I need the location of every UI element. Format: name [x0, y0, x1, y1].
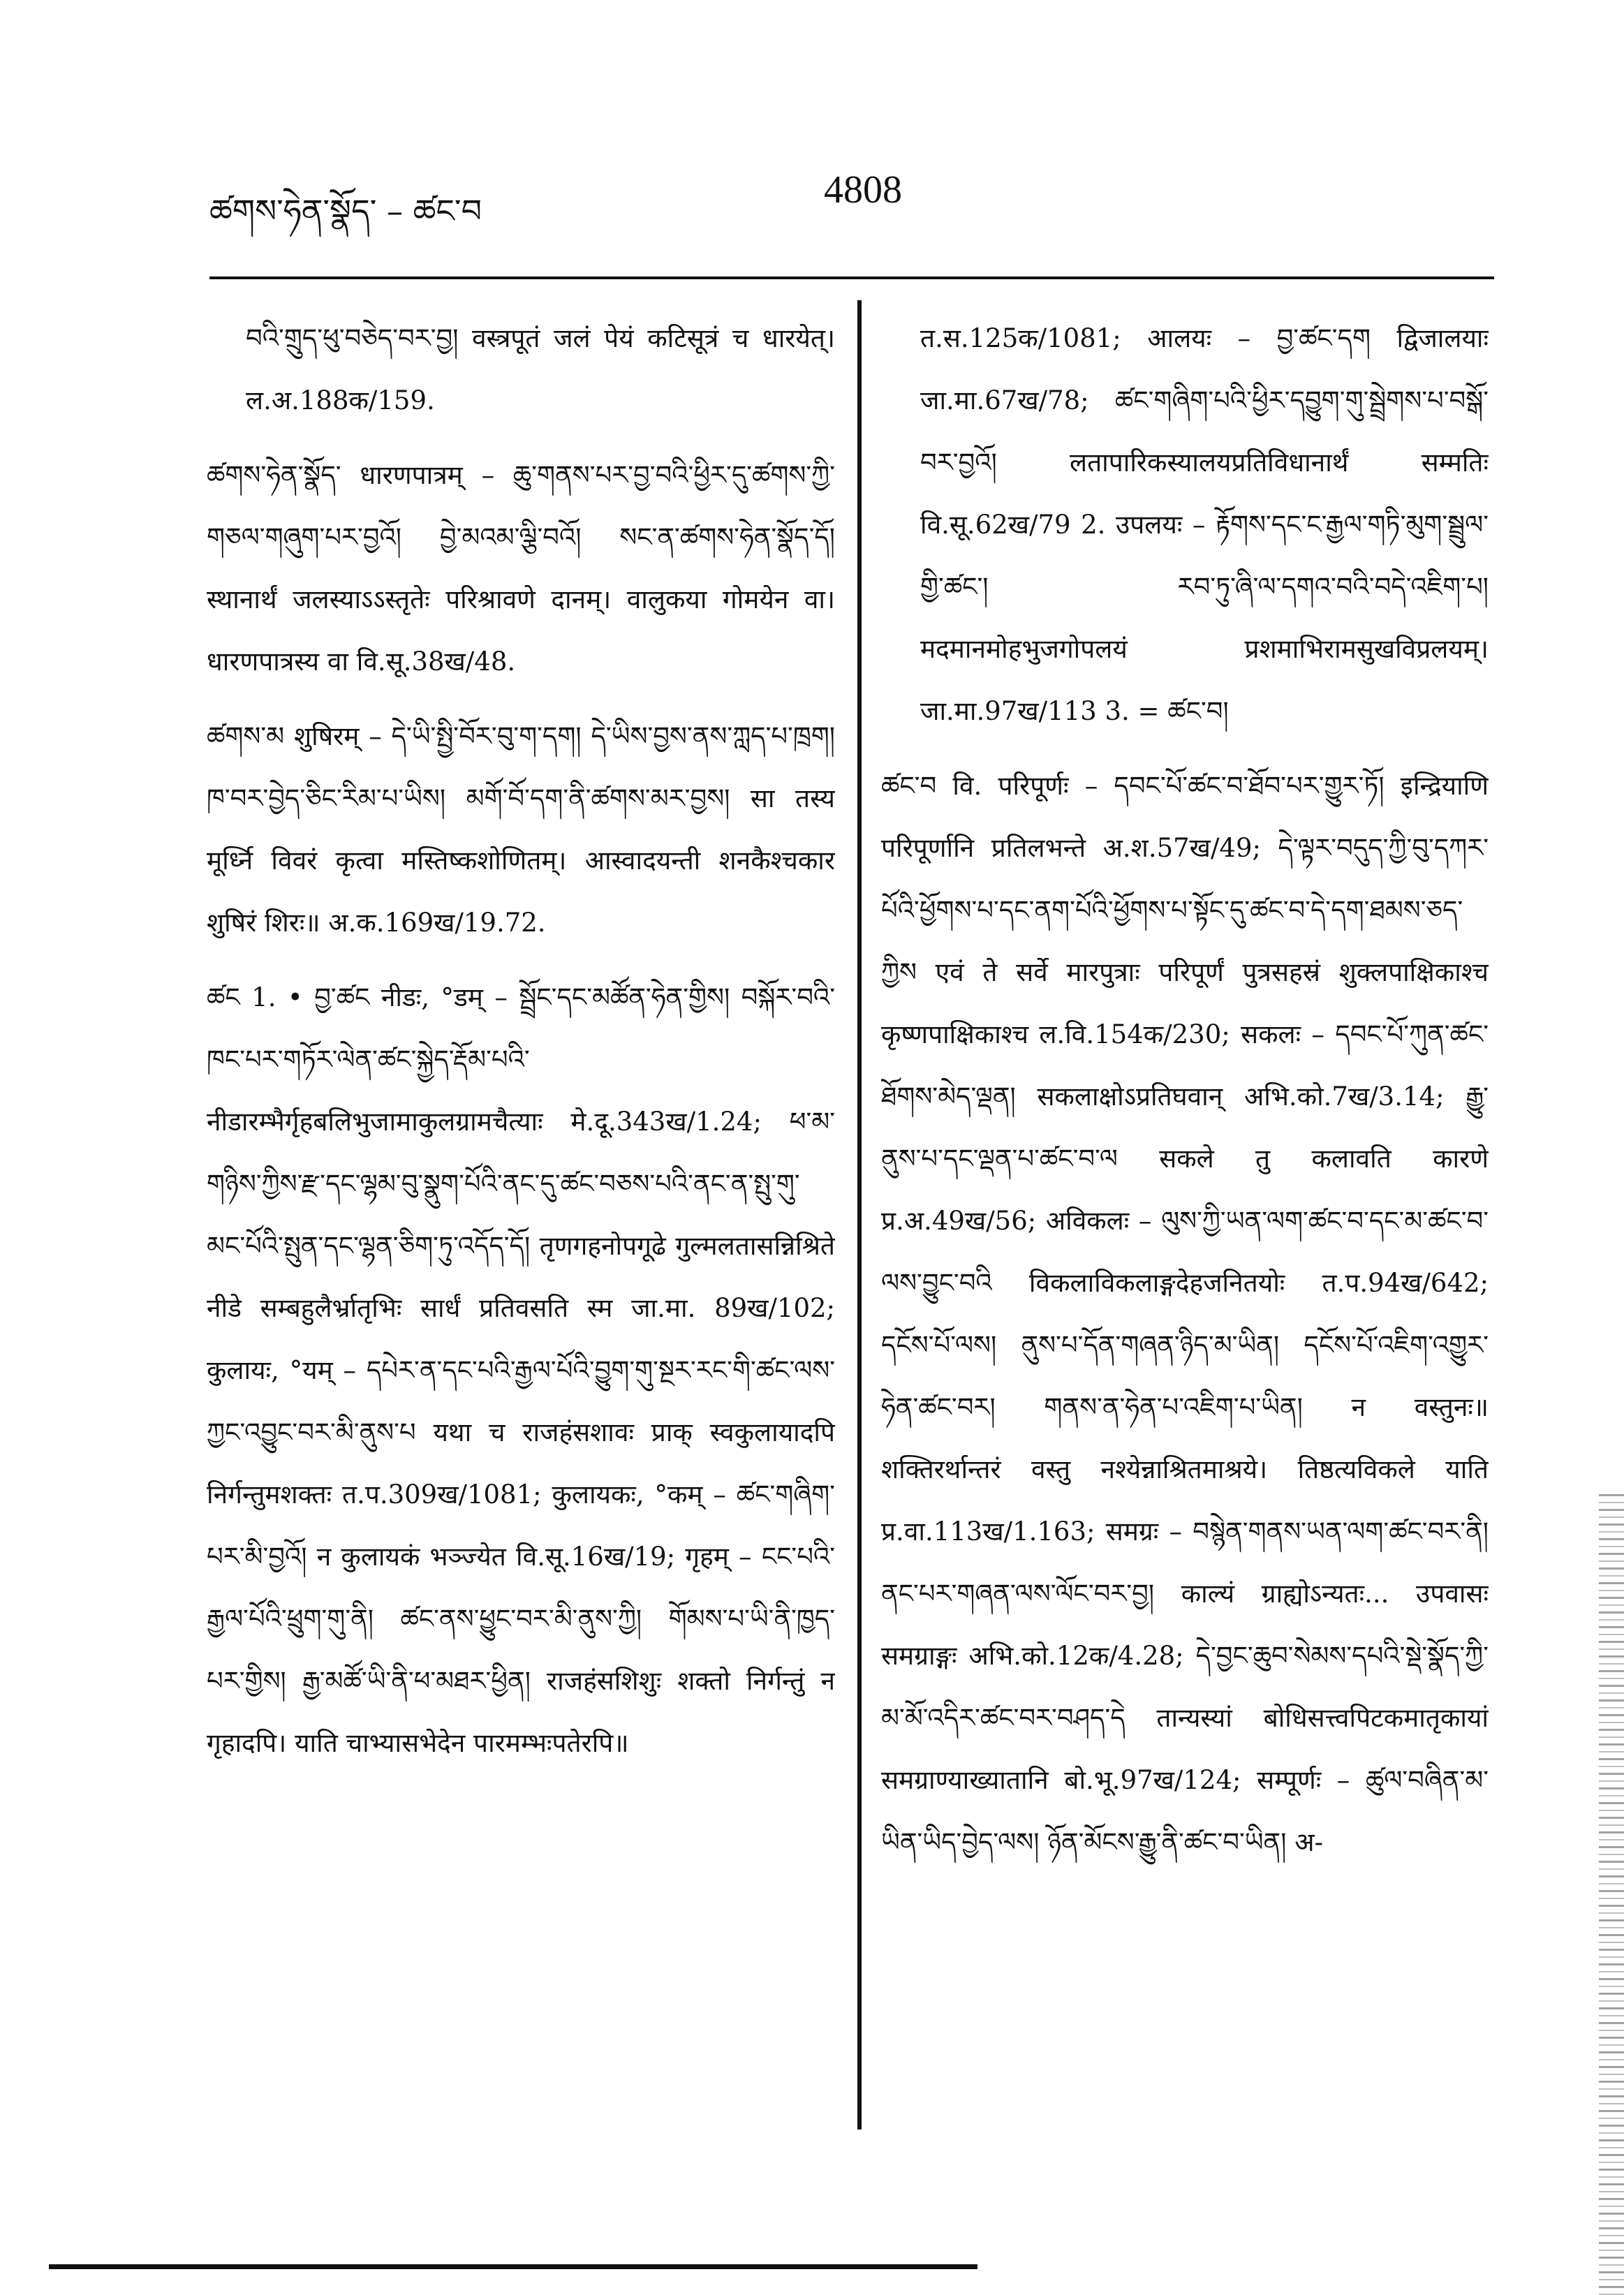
right-column: [881, 307, 1489, 2095]
dictionary-entry: त.स.125क/1081; आलयः – བྱ་ཚང་དག द्विजालयाः जा.मा.67ख/78; ཚང་གཞིག་པའི་ཕྱིར་དབྱུག་གུ་སྦྲེགས་པ་བསྒོ་བར་བྱའོ། लतापारिकस्यालयप्रतिविधानार्थं सम्मतिः वि.सू.62ख/79 2. उपलयः – རྟོགས་དང་ང་རྒྱལ་གཏི་མུག་སྦྲུལ་གྱི་ཚང་། རབ་ཏུ་ཞི་ལ་དགའ་བའི་བདེ་འཇིག་པ། मदमानमोहभुजगोपलयं प्रशमाभिरामसुखविप्रलयम्। जा.मा.97ख/113 3. = ཚང་བ།: [920, 323, 1489, 726]
scan-edge-noise: [1599, 1494, 1624, 2295]
footer-rule: [49, 2264, 977, 2269]
dictionary-entry: ཚང 1. • བྱ་ཚང नीडः, °डम् – སྦྲོང་དང་མཚོན་ཧེན་གྱིས། བསྐོར་བའི་ཁང་པར་གཏོར་ལེན་ཚང་སྐྱེད་རྡོམ་པའི་ नीडारम्भैर्गृहबलिभुजामाकुलग्रामचैत्याः मे.दू.343ख/1.24; ཕ་མ་གཉིས་ཀྱིས་རྫ་དང་ལྷམ་བུ་སྣུག་པོའི་ནང་དུ་ཚང་བཅས་པའི་ནང་ན་སྤུ་གུ་མང་པོའི་སྤུན་དང་ལྷན་ཅིག་ཏུ་འདོད་དོ། तृणगहनोपगूढे गुल्मलतासन्निश्रिते नीडे सम्बहुलैर्भ्रातृभिः सार्धं प्रतिवसति स्म जा.मा. 89ख/102; कुलायः, °यम् – དཔེར་ན་དང་པའི་རྒྱལ་པོའི་བྱུག་གུ་སྔར་རང་གི་ཚང་ལས་ཀྱང་འབྱུང་བར་མི་ནུས་པ यथा च राजहंसशावः प्राक् स्वकुलायादपि निर्गन्तुमशक्तः त.प.309ख/1081; कुलायकः, °कम् – ཚང་གཞིག་པར་མི་བྱའོ། न कुलायकं भञ्ज्येत वि.सू.16ख/19; गृहम् – ངང་པའི་རྒྱལ་པོའི་ཕྲུག་གུ་ནི། ཚང་ནས་ཕྱུང་བར་མི་ནུས་ཀྱི། གོམས་པ་ཡི་ནི་ཁྱད་པར་གྱིས། རྒྱ་མཚོ་ཡི་ནི་ཕ་མཐར་ཕྱིན། राजहंसशिशुः शक्तो निर्गन्तुं न गृहादपि। याति चाभ्यासभेदेन पारमम्भःपतेरपि॥: [207, 982, 835, 1758]
dictionary-entry: ཚགས་མ शुषिरम् – དེ་ཡི་སྤྱི་བོར་བུ་ག་དག། དེ་ཡིས་བྱས་ནས་ཀླད་པ་ཁྲག། ཁ་བར་བྱེད་ཅིང་རིམ་པ་ཡིས། མགོ་བོ་དག་ནི་ཚགས་མར་བྱས། सा तस्य मूर्ध्नि विवरं कृत्वा मस्तिष्कशोणितम्। आस्वादयन्ती शनकैश्चकार शुषिरं शिरः॥ अ.क.169ख/19.72.: [207, 721, 835, 938]
header-rule: [209, 276, 1494, 279]
column-divider: [857, 300, 862, 2130]
page-number: 4808: [824, 168, 902, 212]
running-head: ཚགས་ཧེན་སྣོད་ – ཚང་བ: [209, 192, 482, 230]
left-column: [207, 307, 835, 2095]
dictionary-entry: བའི་གྲུད་ཕུ་བཅེད་བར་བྱ། वस्त्रपूतं जलं पेयं कटिसूत्रं च धारयेत्। ल.अ.188क/159.: [246, 323, 835, 415]
dictionary-entry: ཚགས་ཧེན་སྣོད་ धारणपात्रम् – ཆུ་གནས་པར་བྱ་བའི་ཕྱིར་དུ་ཚགས་ཀྱི་གཅལ་གཞུག་པར་བྱའོ། བྱེ་མའམ་ལྕི་བའོ། སང་ན་ཚགས་ཧེན་སྣོད་དོ། स्थानार्थं जलस्याऽऽस्तृतेः परिश्रावणे दानम्। वालुकया गोमयेन वा। धारणपात्रस्य वा वि.सू.38ख/48.: [207, 460, 835, 677]
dictionary-entry: ཚང་བ वि. परिपूर्णः – དབང་པོ་ཚང་བ་ཐོབ་པར་གྱུར་ཏོ། इन्द्रियाणि परिपूर्णानि प्रतिलभन्ते अ.श.57ख/49; དེ་ལྟར་བདུད་ཀྱི་བུ་དཀར་པོའི་ཕྱོགས་པ་དང་ནག་པོའི་ཕྱོགས་པ་སྟོང་དུ་ཚང་བ་དེ་དག་ཐམས་ཅད་ཀྱིས एवं ते सर्वे मारपुत्राः परिपूर्णं पुत्रसहस्रं शुक्लपाक्षिकाश्च कृष्णपाक्षिकाश्च ल.वि.154क/230; सकलः – དབང་པོ་ཀུན་ཚང་ཐོགས་མེད་ལྡན། सकलाक्षोऽप्रतिघवान् अभि.को.7ख/3.14; རྒྱུ་ནུས་པ་དང་ལྡན་པ་ཚང་བ་ལ सकले तु कलावति कारणे प्र.अ.49ख/56; अविकलः – ལུས་ཀྱི་ཡན་ལག་ཚང་བ་དང་མ་ཚང་བ་ལས་བྱུང་བའི विकलाविकलाङ्गदेहजनितयोः त.प.94ख/642; དངོས་པོ་ལས། ནུས་པ་དོན་གཞན་ཉིད་མ་ཡིན། དངོས་པོ་འཇིག་འགྱུར་ཧེན་ཚང་བར། གནས་ན་ཧེན་པ་འཇིག་པ་ཡིན། न वस्तुनः॥ शक्तिरर्थान्तरं वस्तु नश्येन्नाश्रितमाश्रये। तिष्ठत्यविकले याति प्र.वा.113ख/1.163; समग्रः – བསྙེན་གནས་ཡན་ལག་ཚང་བར་ནི། ནང་པར་གཞན་ལས་ལོང་བར་བྱ། काल्यं ग्राह्योऽन्यतः... उपवासः समग्राङ्गः अभि.को.12क/4.28; དེ་བྱང་ཆུབ་སེམས་དཔའི་སྡེ་སྣོད་ཀྱི་མ་མོ་འདིར་ཚང་བར་བཤད་དེ तान्यस्यां बोधिसत्त्वपिटकमातृकायां समग्राण्याख्यातानि बो.भू.97ख/124; सम्पूर्णः – ཚུལ་བཞིན་མ་ཡིན་ཡིད་བྱེད་ལས། ཉོན་མོངས་རྒྱུ་ནི་ཚང་བ་ཡིན། अ-: [881, 771, 1489, 1857]
